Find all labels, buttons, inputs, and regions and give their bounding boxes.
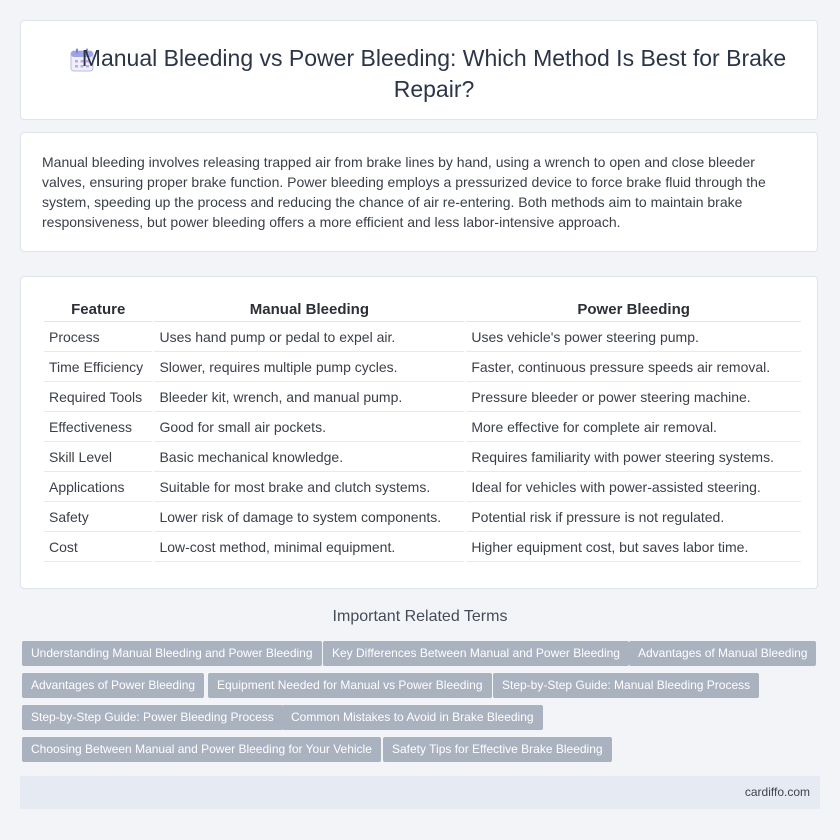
power-cell: More effective for complete air removal. xyxy=(466,412,801,442)
table-row xyxy=(44,322,801,352)
page-title: Manual Bleeding vs Power Bleeding: Which Method Is Best for Brake Repair? xyxy=(81,45,787,102)
manual-cell: Bleeder kit, wrench, and manual pump. xyxy=(154,382,464,412)
power-cell: Requires familiarity with power steering systems. xyxy=(466,442,801,472)
manual-cell: Good for small air pockets. xyxy=(154,412,464,442)
header-feature: Feature xyxy=(44,295,152,322)
related-term-tag[interactable]: Safety Tips for Effective Brake Bleeding xyxy=(383,737,612,762)
power-cell: Higher equipment cost, but saves labor time. xyxy=(466,532,801,562)
manual-cell: Lower risk of damage to system components. xyxy=(154,502,464,532)
site-link[interactable]: cardiffo.com xyxy=(744,785,810,799)
manual-cell: Slower, requires multiple pump cycles. xyxy=(154,352,464,382)
related-terms-heading: Important Related Terms xyxy=(332,608,508,625)
header-manual-bleeding: Manual Bleeding xyxy=(154,295,464,322)
table-row xyxy=(44,412,801,442)
feature-cell: Cost xyxy=(44,532,152,562)
table-row xyxy=(44,442,801,472)
power-cell: Potential risk if pressure is not regulated. xyxy=(466,502,801,532)
manual-cell: Uses hand pump or pedal to expel air. xyxy=(154,322,464,352)
related-term-tag[interactable]: Choosing Between Manual and Power Bleeding for Your Vehicle xyxy=(22,737,381,762)
feature-cell: Required Tools xyxy=(44,382,152,412)
feature-cell: Applications xyxy=(44,472,152,502)
intro-card xyxy=(20,132,818,252)
table-row xyxy=(44,532,801,562)
related-term-tag[interactable]: Equipment Needed for Manual vs Power Bleeding xyxy=(208,673,492,698)
related-term-tag[interactable]: Step-by-Step Guide: Power Bleeding Process xyxy=(22,705,283,730)
related-term-tag[interactable]: Key Differences Between Manual and Power Bleeding xyxy=(323,641,629,666)
feature-cell: Safety xyxy=(44,502,152,532)
related-term-tag[interactable]: Understanding Manual Bleeding and Power Bleeding xyxy=(22,641,322,666)
table-row xyxy=(44,382,801,412)
power-cell: Ideal for vehicles with power-assisted steering. xyxy=(466,472,801,502)
table-row xyxy=(44,472,801,502)
feature-cell: Effectiveness xyxy=(44,412,152,442)
related-term-tag[interactable]: Step-by-Step Guide: Manual Bleeding Process xyxy=(493,673,759,698)
power-cell: Faster, continuous pressure speeds air removal. xyxy=(466,352,801,382)
related-term-tag[interactable]: Advantages of Manual Bleeding xyxy=(629,641,816,666)
power-cell: Uses vehicle's power steering pump. xyxy=(466,322,801,352)
feature-cell: Time Efficiency xyxy=(44,352,152,382)
comparison-card xyxy=(20,276,818,589)
table-row xyxy=(44,502,801,532)
table-row xyxy=(44,352,801,382)
header-power-bleeding: Power Bleeding xyxy=(466,295,801,322)
related-term-tag[interactable]: Advantages of Power Bleeding xyxy=(22,673,204,698)
table-header-row xyxy=(44,295,801,322)
comparison-table xyxy=(42,295,803,562)
manual-cell: Basic mechanical knowledge. xyxy=(154,442,464,472)
manual-cell: Low-cost method, minimal equipment. xyxy=(154,532,464,562)
feature-cell: Skill Level xyxy=(44,442,152,472)
intro-paragraph: Manual bleeding involves releasing trapped air from brake lines by hand, using a wrench to open and close bleeder valves, ensuring proper brake function. Power bleeding employs a pressurized device to force brake fluid through the system, speeding up the process and reducing the chance of air re-entering. Both methods aim to maintain brake responsiveness, but power bleeding offers a more efficient and less labor-intensive approach. xyxy=(42,154,766,230)
feature-cell: Process xyxy=(44,322,152,352)
manual-cell: Suitable for most brake and clutch systems. xyxy=(154,472,464,502)
title-card xyxy=(20,20,818,120)
power-cell: Pressure bleeder or power steering machine. xyxy=(466,382,801,412)
related-term-tag[interactable]: Common Mistakes to Avoid in Brake Bleeding xyxy=(282,705,543,730)
footer xyxy=(20,776,820,809)
